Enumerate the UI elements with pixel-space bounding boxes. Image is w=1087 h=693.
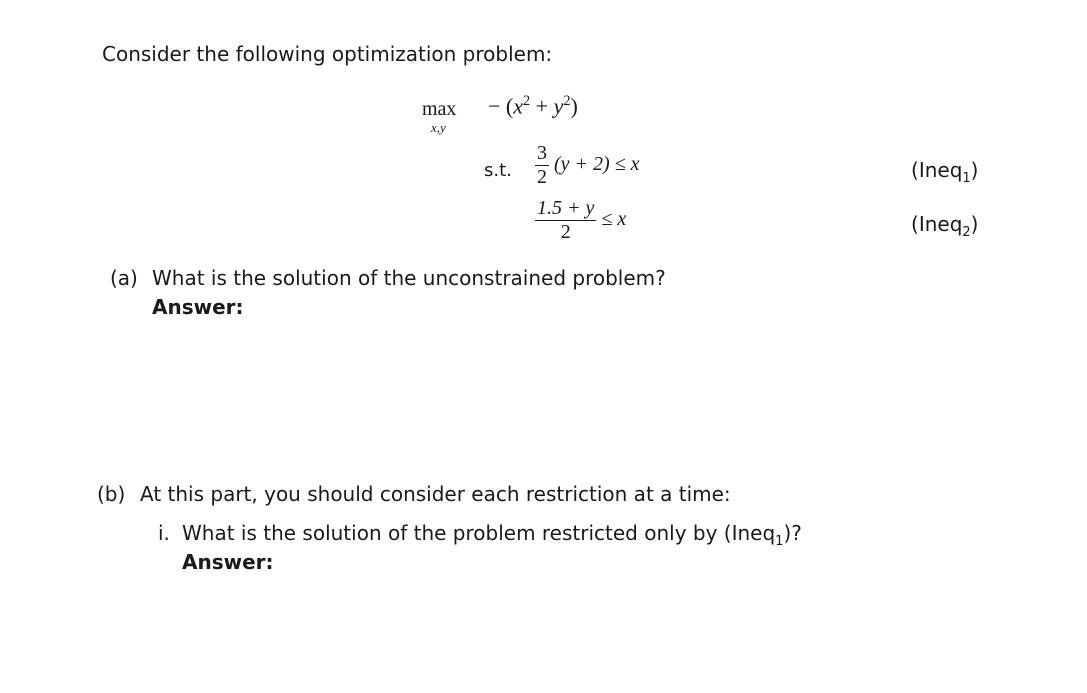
part-b-item-ref: Ineq bbox=[731, 521, 776, 545]
part-b-item-question-start: What is the solution of the problem restricted only by ( bbox=[182, 521, 732, 545]
objective-y: y bbox=[553, 93, 564, 119]
constraint-1-label-close: ) bbox=[970, 158, 979, 182]
part-b-item-marker: i. bbox=[158, 521, 170, 545]
max-operator bbox=[422, 98, 456, 121]
constraint-1-label-text: Ineq bbox=[918, 158, 963, 182]
part-a-answer-label: Answer: bbox=[152, 295, 244, 319]
constraint-2-label-open: ( bbox=[911, 212, 919, 236]
constraint-1 bbox=[535, 142, 640, 189]
constraint-2-numerator: 1.5 + y bbox=[537, 197, 595, 219]
max-word: max bbox=[422, 98, 457, 120]
part-b-item-question bbox=[182, 521, 802, 549]
constraint-2-label bbox=[911, 212, 978, 240]
max-variables: x,y bbox=[431, 120, 446, 135]
constraint-1-denominator: 2 bbox=[537, 166, 547, 188]
part-a-marker: (a) bbox=[110, 266, 138, 290]
objective-function bbox=[488, 93, 578, 119]
constraint-2-label-close: ) bbox=[970, 212, 979, 236]
constraint-1-label-sub: 1 bbox=[962, 171, 971, 186]
part-b-marker: (b) bbox=[97, 482, 126, 506]
part-a-question: What is the solution of the unconstrained problem? bbox=[152, 266, 666, 290]
constraint-1-body: (y + 2) ≤ x bbox=[554, 153, 640, 176]
objective-x: x bbox=[513, 93, 523, 119]
intro-text: Consider the following optimization problem: bbox=[102, 42, 553, 66]
part-b-item-question-end: )? bbox=[783, 521, 802, 545]
constraint-2-label-sub: 2 bbox=[962, 225, 971, 240]
objective-x-exponent: 2 bbox=[523, 93, 531, 109]
constraint-2-fraction bbox=[535, 197, 596, 244]
constraint-1-fraction bbox=[535, 142, 549, 189]
objective-close-paren: ) bbox=[570, 93, 578, 119]
objective-plus: + bbox=[530, 93, 554, 119]
constraint-1-label bbox=[911, 158, 978, 186]
constraint-2-label-text: Ineq bbox=[918, 212, 963, 236]
objective-lead: − ( bbox=[488, 93, 514, 119]
objective-y-exponent: 2 bbox=[563, 93, 571, 109]
constraint-2-denominator: 2 bbox=[560, 221, 571, 243]
subject-to-label: s.t. bbox=[484, 160, 512, 181]
constraint-2 bbox=[535, 197, 626, 244]
constraint-1-numerator: 3 bbox=[537, 142, 547, 164]
constraint-2-rhs: ≤ x bbox=[601, 208, 627, 231]
part-b-item-answer-label: Answer: bbox=[182, 550, 274, 574]
part-b-item-ref-sub: 1 bbox=[775, 534, 784, 549]
part-b-intro: At this part, you should consider each restriction at a time: bbox=[140, 482, 731, 506]
constraint-1-label-open: ( bbox=[911, 158, 919, 182]
